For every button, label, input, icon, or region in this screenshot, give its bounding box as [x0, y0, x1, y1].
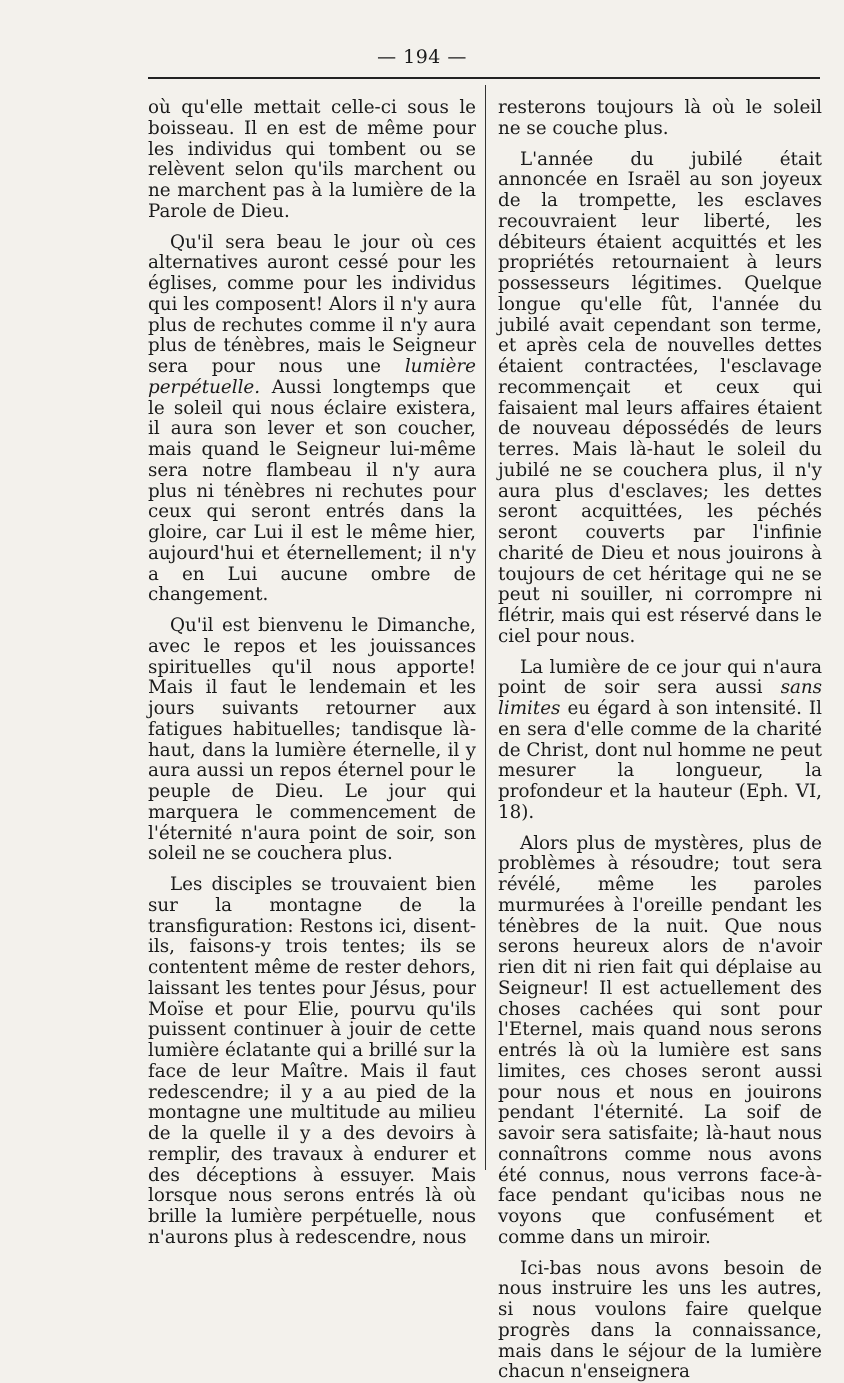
header-rule	[148, 77, 820, 79]
paragraph-text: eu égard à son intensité. Il en sera d'elle comme de la charité de Christ, dont nul homme ne peut mesurer la longueur, la profondeur et la hauteur (Eph. VI, 18).	[498, 698, 822, 823]
paragraph	[498, 658, 822, 824]
right-column	[498, 98, 822, 1383]
column-divider	[485, 85, 486, 1170]
paragraph: L'année du jubilé était annoncée en Israël au son joyeux de la trompette, les esclaves recouvraient leur liberté, les débiteurs étaient acquittés et les propriétés retournaient à leurs possesseurs légitimes. Quelque longue qu'elle fût, l'année du jubilé avait cependant son terme, et après cela de nouvelles dettes étaient contractées, l'esclavage recommençait et ceux qui faisaient mal leurs affaires étaient de nouveau dépossédés de leurs terres. Mais là-haut le soleil du jubilé ne se couchera plus, il n'y aura plus d'esclaves; les dettes seront acquittées, les péchés seront couverts par l'infinie charité de Dieu et nous jouirons à toujours de cet héritage qui ne se peut ni souiller, ni corrompre ni flétrir, mais qui est réservé dans le ciel pour nous.	[498, 150, 822, 648]
paragraph: Ici-bas nous avons besoin de nous instruire les uns les autres, si nous voulons faire quelque progrès dans la connaissance, mais dans le séjour de la lumière chacun n'enseignera	[498, 1259, 822, 1383]
paragraph-text: La lumière de ce jour qui n'aura point de soir sera aussi	[498, 657, 822, 699]
left-column	[148, 98, 476, 1249]
paragraph: Alors plus de mystères, plus de problèmes à résoudre; tout sera révélé, même les paroles murmurées à l'oreille pendant les ténèbres de la nuit. Que nous serons heureux alors de n'avoir rien dit ni rien fait qui déplaise au Seigneur! Il est actuellement des choses cachées qui sont pour l'Eternel, mais quand nous serons entrés là où la lumière est sans limites, ces choses seront aussi pour nous et nous en jouirons pendant l'éternité. La soif de savoir sera satisfaite; là-haut nous connaîtrons comme nous avons été connus, nous verrons face-à-face pendant qu'icibas nous ne voyons que confusément et comme dans un miroir.	[498, 834, 822, 1249]
paragraph: Les disciples se trouvaient bien sur la montagne de la transfiguration: Restons ici, disent-ils, faisons-y trois tentes; ils se contentent même de rester dehors, laissant les tentes pour Jésus, pour Moïse et pour Elie, pourvu qu'ils puissent continuer à jouir de cette lumière éclatante qui a brillé sur la face de leur Maître. Mais il faut redescendre; il y a au pied de la montagne une multitude au milieu de la quelle il y a des devoirs à remplir, des travaux à endurer et des déceptions à essuyer. Mais lorsque nous serons entrés là où brille la lumière perpétuelle, nous n'aurons plus à redescendre, nous	[148, 875, 476, 1249]
page-number: — 194 —	[0, 46, 844, 68]
emphasis-text: lumière perpétuelle.	[148, 356, 476, 398]
paragraph: resterons toujours là où le soleil ne se couche plus.	[498, 98, 822, 140]
paragraph-text: Aussi longtemps que le soleil qui nous éclaire existera, il aura son lever et son coucher, mais quand le Seigneur lui-même sera notre flambeau il n'y aura plus ni ténèbres ni rechutes pour ceux qui seront entrés dans la gloire, car Lui il est le même hier, aujourd'hui et éternellement; il n'y a en Lui aucune ombre de changement.	[148, 377, 476, 606]
paragraph-text: Qu'il sera beau le jour où ces alternatives auront cessé pour les églises, comme pour les individus qui les composent! Alors il n'y aura plus de rechutes comme il n'y aura plus de ténèbres, mais le Seigneur sera pour nous une	[148, 232, 476, 378]
paragraph: où qu'elle mettait celle-ci sous le boisseau. Il en est de même pour les individus qui tombent ou se relèvent selon qu'ils marchent ou ne marchent pas à la lumière de la Parole de Dieu.	[148, 98, 476, 223]
emphasis-text: sans limites	[498, 677, 822, 719]
paragraph	[148, 233, 476, 607]
paragraph: Qu'il est bienvenu le Dimanche, avec le repos et les jouissances spirituelles qu'il nous apporte! Mais il faut le lendemain et les jours suivants retourner aux fatigues habituelles; tandisque là-haut, dans la lumière éternelle, il y aura aussi un repos éternel pour le peuple de Dieu. Le jour qui marquera le commencement de l'éternité n'aura point de soir, son soleil ne se couchera plus.	[148, 616, 476, 865]
